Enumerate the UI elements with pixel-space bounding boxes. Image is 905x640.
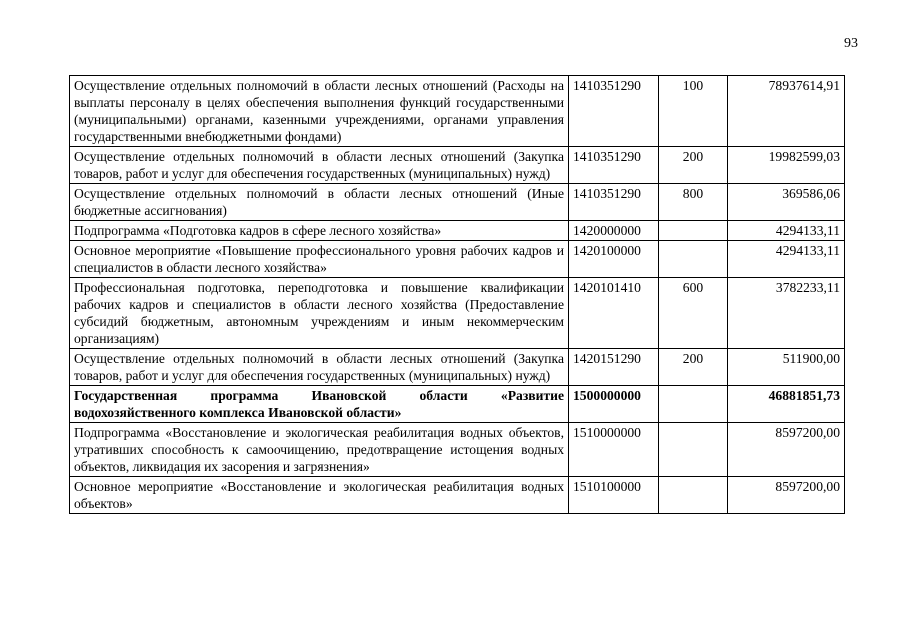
row-name: Осуществление отдельных полномочий в области лесных отношений (Иные бюджетные ассигнования) <box>70 184 569 221</box>
row-target-code: 1420000000 <box>569 221 659 241</box>
row-expense-type <box>659 423 728 477</box>
row-amount: 511900,00 <box>728 349 845 386</box>
row-name: Профессиональная подготовка, переподготовка и повышение квалификации рабочих кадров и специалистов в области лесного хозяйства (Предоставление субсидий бюджетным, автономным учреждениям и иным некоммерческим организациям) <box>70 278 569 349</box>
row-target-code: 1510100000 <box>569 477 659 514</box>
table-row <box>70 241 845 278</box>
row-amount: 4294133,11 <box>728 241 845 278</box>
row-target-code: 1510000000 <box>569 423 659 477</box>
row-expense-type: 200 <box>659 147 728 184</box>
table-row <box>70 184 845 221</box>
table-row <box>70 477 845 514</box>
row-target-code: 1500000000 <box>569 386 659 423</box>
row-expense-type: 800 <box>659 184 728 221</box>
row-name: Осуществление отдельных полномочий в области лесных отношений (Закупка товаров, работ и услуг для обеспечения государственных (муниципальных) нужд) <box>70 147 569 184</box>
row-amount: 3782233,11 <box>728 278 845 349</box>
row-expense-type <box>659 477 728 514</box>
table-row <box>70 278 845 349</box>
budget-table <box>69 75 845 514</box>
row-target-code: 1410351290 <box>569 76 659 147</box>
table-row <box>70 423 845 477</box>
row-amount: 78937614,91 <box>728 76 845 147</box>
row-amount: 46881851,73 <box>728 386 845 423</box>
row-amount: 369586,06 <box>728 184 845 221</box>
row-expense-type: 100 <box>659 76 728 147</box>
row-target-code: 1410351290 <box>569 184 659 221</box>
row-expense-type <box>659 221 728 241</box>
row-amount: 8597200,00 <box>728 423 845 477</box>
row-target-code: 1420101410 <box>569 278 659 349</box>
table-row <box>70 221 845 241</box>
row-name: Осуществление отдельных полномочий в области лесных отношений (Расходы на выплаты персоналу в целях обеспечения выполнения функций государственными (муниципальными) органами, казенными учреждениями, органами управления государственными внебюджетными фондами) <box>70 76 569 147</box>
row-name: Основное мероприятие «Восстановление и экологическая реабилитация водных объектов» <box>70 477 569 514</box>
row-expense-type: 600 <box>659 278 728 349</box>
table-row <box>70 147 845 184</box>
row-target-code: 1410351290 <box>569 147 659 184</box>
row-amount: 19982599,03 <box>728 147 845 184</box>
row-name: Основное мероприятие «Повышение профессионального уровня рабочих кадров и специалистов в области лесного хозяйства» <box>70 241 569 278</box>
row-target-code: 1420151290 <box>569 349 659 386</box>
row-name: Осуществление отдельных полномочий в области лесных отношений (Закупка товаров, работ и услуг для обеспечения государственных (муниципальных) нужд) <box>70 349 569 386</box>
row-expense-type <box>659 386 728 423</box>
row-expense-type: 200 <box>659 349 728 386</box>
table-row <box>70 76 845 147</box>
row-amount: 8597200,00 <box>728 477 845 514</box>
page-number: 93 <box>844 36 858 51</box>
table-row-program <box>70 386 845 423</box>
row-target-code: 1420100000 <box>569 241 659 278</box>
row-name: Государственная программа Ивановской области «Развитие водохозяйственного комплекса Ивановской области» <box>70 386 569 423</box>
row-name: Подпрограмма «Подготовка кадров в сфере лесного хозяйства» <box>70 221 569 241</box>
row-expense-type <box>659 241 728 278</box>
table-row <box>70 349 845 386</box>
row-amount: 4294133,11 <box>728 221 845 241</box>
row-name: Подпрограмма «Восстановление и экологическая реабилитация водных объектов, утративших способность к самоочищению, предотвращение истощения водных объектов, ликвидация их засорения и загрязнения» <box>70 423 569 477</box>
